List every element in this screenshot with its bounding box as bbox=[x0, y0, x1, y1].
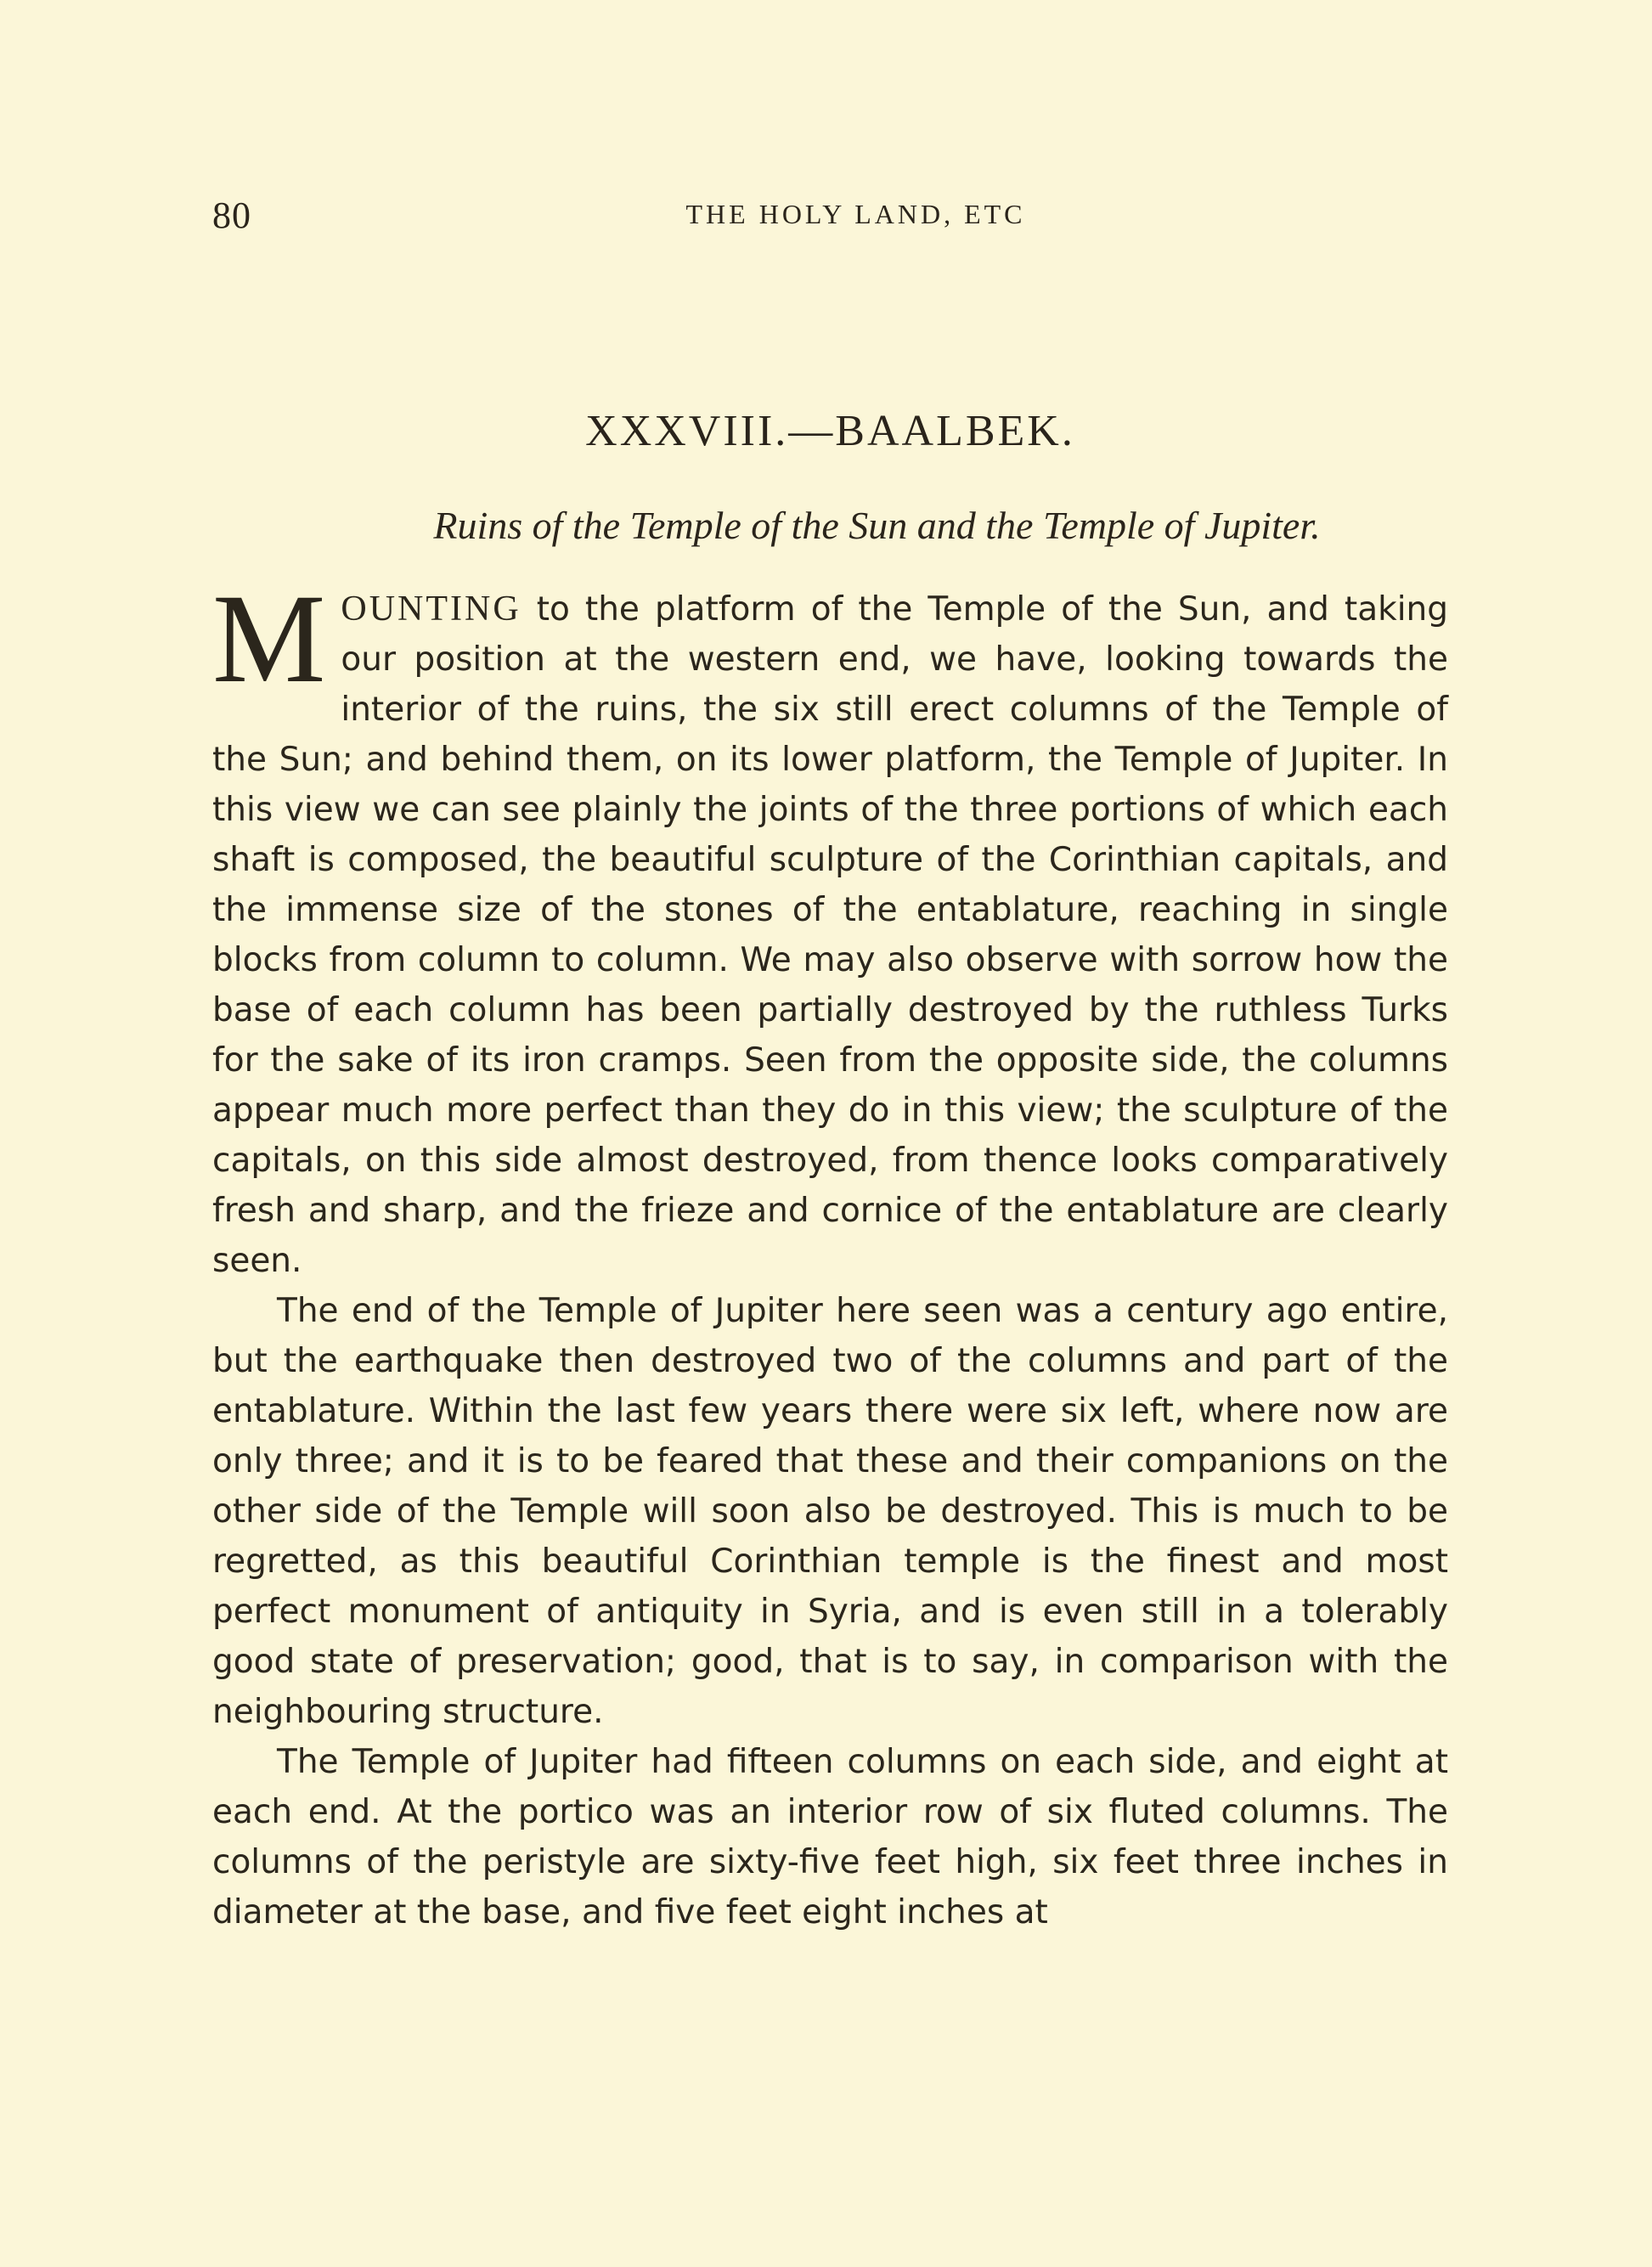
paragraph-1-text: to the platform of the Temple of the Sun, and taking our position at the western end, we have, looking towards the interior of the ruins, the six still erect columns of the Temple of the Sun; and behind them, on its lower platform, the Temple of Jupiter. In this view we can see plainly the joints of the three portions of which each shaft is composed, the beautiful sculpture of the Corinthian capitals, and the immense size of the stones of the entablature, reaching in single blocks from column to column. We may also observe with sorrow how the base of each column has been partially destroyed by the ruthless Turks for the sake of its iron cramps. Seen from the opposite side, the columns appear much more perfect than they do in this view; the sculpture of the capitals, on this side almost destroyed, from thence looks comparatively fresh and sharp, and the frieze and cornice of the entablature are clearly seen. bbox=[212, 590, 1448, 1280]
drop-cap: M bbox=[212, 568, 326, 709]
paragraph-1 bbox=[212, 568, 1448, 1286]
running-head bbox=[212, 194, 1448, 245]
paragraph-2: The end of the Temple of Jupiter here seen was a century ago entire, but the earthquake then destroyed two of the columns and part of the entablature. Within the last few years there were six left, where now are only three; and it is to be feared that these and their companions on the other side of the Temple will soon also be destroyed. This is much to be regretted, as this beautiful Corinthian temple is the finest and most perfect monument of antiquity in Syria, and is even still in a tolerably good state of preservation; good, that is to say, in comparison with the neighbouring structure. bbox=[212, 1292, 1448, 1731]
chapter-title: XXXVIII.—BAALBEK. bbox=[585, 407, 1075, 455]
paragraph-3: The Temple of Jupiter had fifteen columns on each side, and eight at each end. At the portico was an interior row of six fluted columns. The columns of the peristyle are sixty-five feet high, six feet three inches in diameter at the base, and five feet eight inches at bbox=[212, 1743, 1448, 1931]
page-number: 80 bbox=[212, 195, 251, 236]
body-text bbox=[212, 568, 1448, 1937]
chapter-subtitle: Ruins of the Temple of the Sun and the Temple of Jupiter. bbox=[433, 504, 1321, 547]
running-title: THE HOLY LAND, ETC bbox=[685, 199, 1026, 229]
opening-small-caps: OUNTING bbox=[341, 589, 522, 629]
